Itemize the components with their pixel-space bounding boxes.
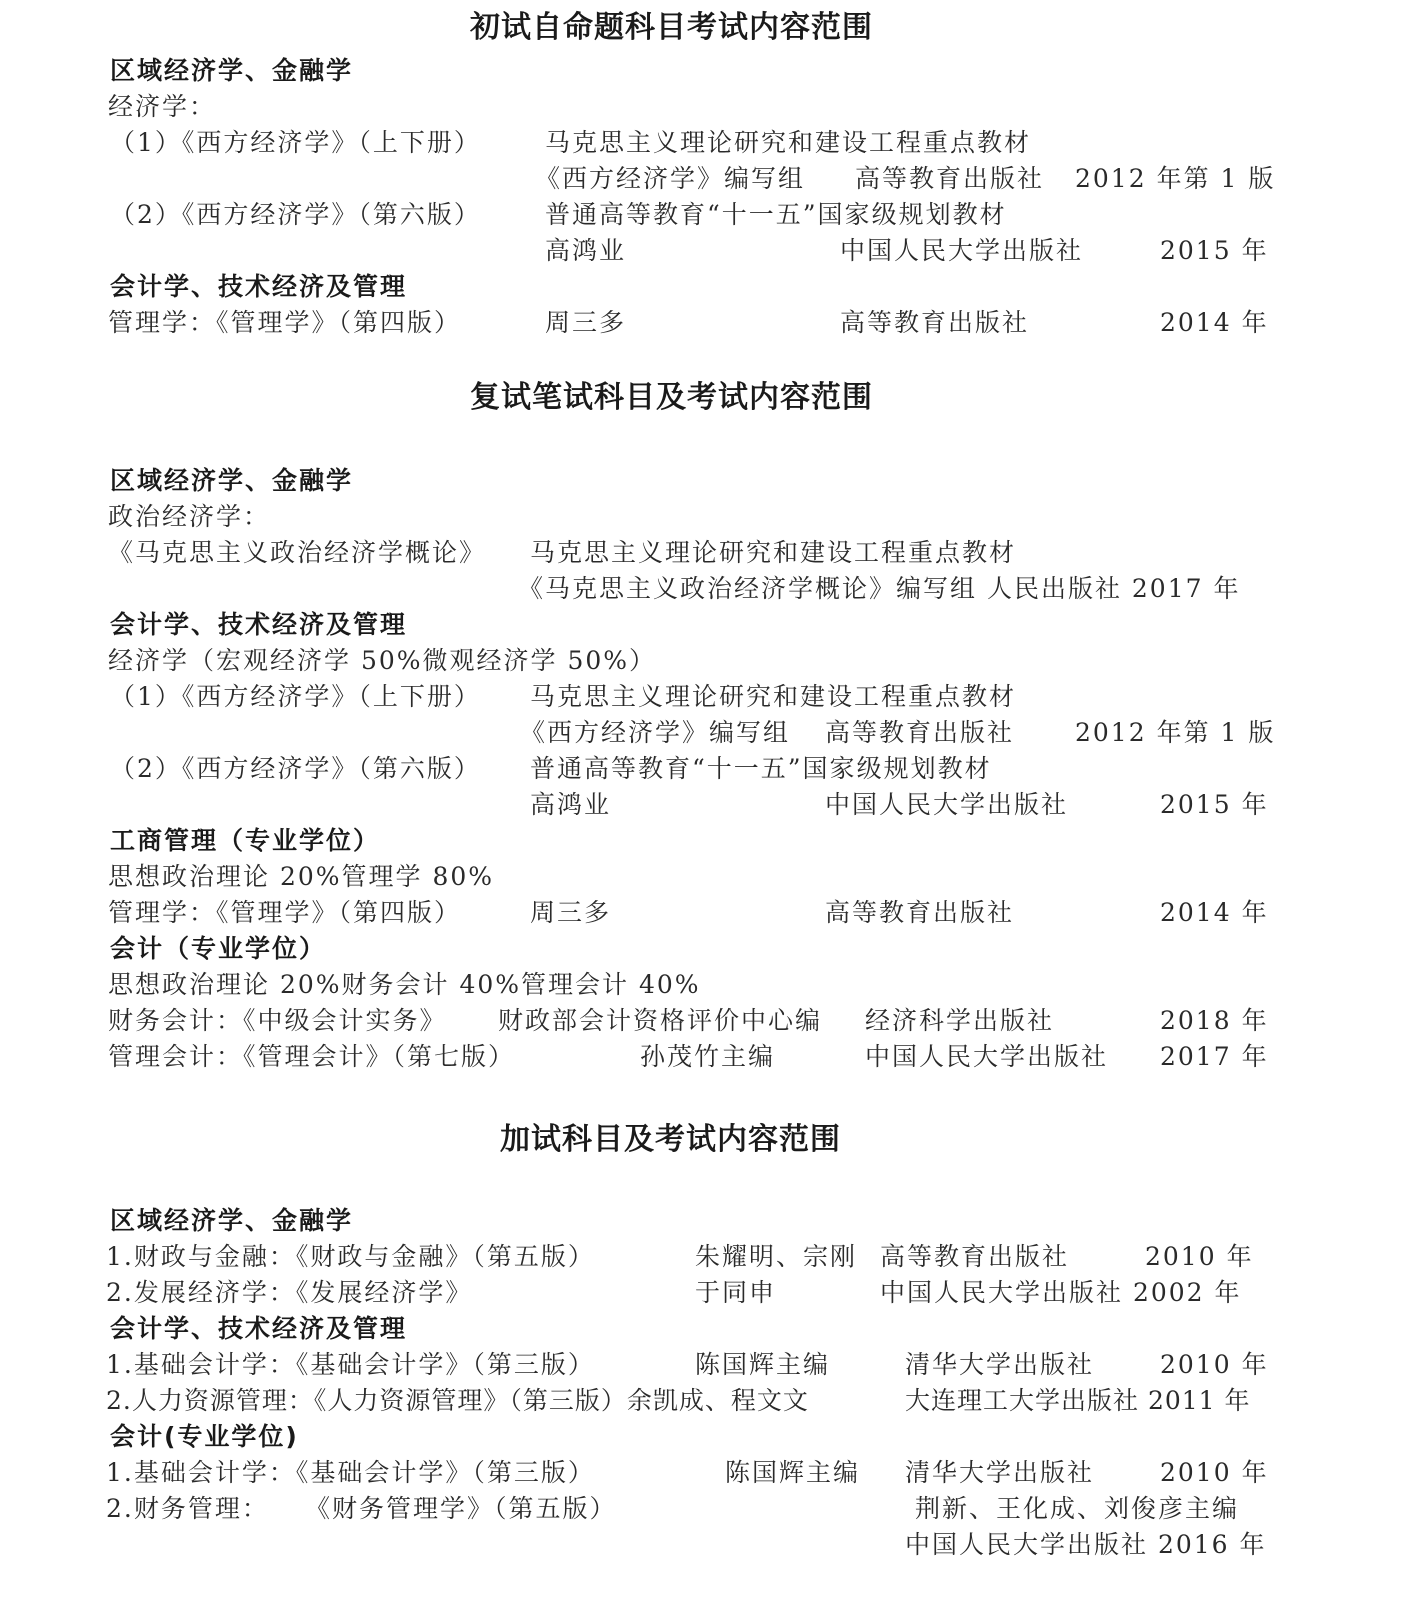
book-title: 1.基础会计学：《基础会计学》（第三版）	[106, 1458, 595, 1487]
book-publisher: 中国人民大学出版社	[840, 236, 1084, 265]
book-author: 《西方经济学》编写组	[520, 718, 791, 747]
subject-label: 经济学（宏观经济学 50%微观经济学 50%）	[108, 646, 657, 675]
group-heading: 会计学、技术经济及管理	[110, 1314, 408, 1343]
book-publisher: 中国人民大学出版社 2016 年	[905, 1530, 1267, 1559]
subject-label: 经济学：	[108, 92, 217, 121]
book-author: 朱耀明、宗刚	[695, 1242, 858, 1271]
book-title: 管理学：《管理学》（第四版）	[108, 898, 462, 927]
book-note: 马克思主义理论研究和建设工程重点教材	[545, 128, 1032, 157]
book-edition: 2012 年第 1 版	[1075, 164, 1276, 193]
book-note: 马克思主义理论研究和建设工程重点教材	[530, 682, 1017, 711]
book-publisher: 清华大学出版社	[905, 1458, 1095, 1487]
subject-label: 政治经济学：	[108, 502, 271, 531]
book-publisher: 中国人民大学出版社	[825, 790, 1069, 819]
book-publisher: 清华大学出版社	[905, 1350, 1095, 1379]
book-publisher: 中国人民大学出版社 2002 年	[880, 1278, 1242, 1307]
book-publisher: 高等教育出版社	[825, 718, 1015, 747]
book-title: 财务会计：《中级会计实务》	[108, 1006, 447, 1035]
book-title: 《马克思主义政治经济学概论》	[108, 538, 487, 567]
book-title: 1.财政与金融：《财政与金融》（第五版）	[106, 1242, 595, 1271]
book-publisher: 大连理工大学出版社 2011 年	[905, 1386, 1251, 1415]
book-note: 普通高等教育“十一五”国家级规划教材	[545, 200, 1007, 229]
book-title: （1）《西方经济学》（上下册）	[110, 128, 481, 157]
group-heading: 会计学、技术经济及管理	[110, 272, 408, 301]
book-year: 2010 年	[1160, 1350, 1269, 1379]
group-heading: 会计（专业学位）	[110, 934, 327, 963]
book-year: 2014 年	[1160, 308, 1269, 337]
book-publisher: 高等教育出版社	[880, 1242, 1070, 1271]
group-heading: 会计(专业学位)	[110, 1422, 299, 1451]
subject-label: 思想政治理论 20%管理学 80%	[108, 862, 495, 891]
book-publisher: 高等教育出版社	[825, 898, 1015, 927]
book-publisher: 高等教育出版社	[855, 164, 1045, 193]
group-heading: 会计学、技术经济及管理	[110, 610, 408, 639]
book-publisher: 中国人民大学出版社	[865, 1042, 1109, 1071]
section-title-additional-exam: 加试科目及考试内容范围	[500, 1122, 841, 1157]
book-year: 2015 年	[1160, 236, 1269, 265]
book-title: 管理学：《管理学》（第四版）	[108, 308, 462, 337]
book-year: 2017 年	[1160, 1042, 1269, 1071]
group-heading: 区域经济学、金融学	[110, 56, 354, 85]
book-author: 财政部会计资格评价中心编	[498, 1006, 823, 1035]
book-author: 陈国辉主编	[725, 1458, 861, 1487]
book-title: （2）《西方经济学》（第六版）	[110, 200, 481, 229]
book-author: 《马克思主义政治经济学概论》编写组 人民出版社 2017 年	[518, 574, 1241, 603]
book-author: 《西方经济学》编写组	[535, 164, 806, 193]
book-publisher: 高等教育出版社	[840, 308, 1030, 337]
book-publisher: 经济科学出版社	[865, 1006, 1055, 1035]
book-edition: 2012 年第 1 版	[1075, 718, 1276, 747]
group-heading: 区域经济学、金融学	[110, 466, 354, 495]
book-author: 孙茂竹主编	[640, 1042, 776, 1071]
book-year: 2015 年	[1160, 790, 1269, 819]
book-year: 2018 年	[1160, 1006, 1269, 1035]
section-title-initial-exam: 初试自命题科目考试内容范围	[470, 10, 873, 45]
book-title: 2.财务管理：	[106, 1494, 269, 1523]
section-title-retest-written: 复试笔试科目及考试内容范围	[470, 380, 873, 415]
book-year: 2010 年	[1145, 1242, 1254, 1271]
group-heading: 区域经济学、金融学	[110, 1206, 354, 1235]
book-author: 荆新、王化成、刘俊彦主编	[915, 1494, 1240, 1523]
book-year: 2014 年	[1160, 898, 1269, 927]
book-author: 于同申	[695, 1278, 777, 1307]
book-title: 管理会计：《管理会计》（第七版）	[108, 1042, 516, 1071]
subject-label: 思想政治理论 20%财务会计 40%管理会计 40%	[108, 970, 701, 999]
book-author: 高鸿业	[545, 236, 627, 265]
book-note: 马克思主义理论研究和建设工程重点教材	[530, 538, 1017, 567]
book-title: （1）《西方经济学》（上下册）	[110, 682, 481, 711]
book-title: （2）《西方经济学》（第六版）	[110, 754, 481, 783]
book-author: 陈国辉主编	[695, 1350, 831, 1379]
group-heading: 工商管理（专业学位）	[110, 826, 381, 855]
book-note: 普通高等教育“十一五”国家级规划教材	[530, 754, 992, 783]
book-author: 高鸿业	[530, 790, 612, 819]
book-title: 2.发展经济学：《发展经济学》	[106, 1278, 473, 1307]
book-year: 2010 年	[1160, 1458, 1269, 1487]
book-title: 2.人力资源管理：《人力资源管理》（第三版）余凯成、程文文	[106, 1386, 809, 1415]
book-author: 周三多	[545, 308, 627, 337]
book-title: 1.基础会计学：《基础会计学》（第三版）	[106, 1350, 595, 1379]
book-author: 周三多	[530, 898, 612, 927]
book-title: 《财务管理学》（第五版）	[305, 1494, 617, 1523]
